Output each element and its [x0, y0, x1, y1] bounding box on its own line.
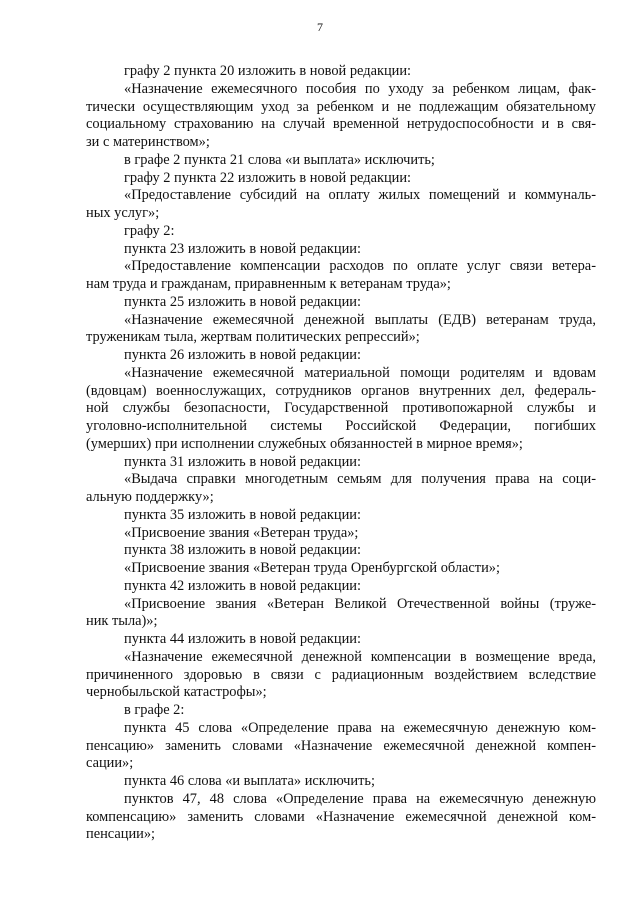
text-line: ной службы безопасности, Государственной противопожарной службы и [86, 400, 596, 417]
text-line: пунктов 47, 48 слова «Определение права на ежемесячную денежную [124, 790, 596, 807]
text-line: нам труда и гражданам, приравненным к ветеранам труда»; [86, 276, 451, 292]
text-line: «Назначение ежемесячной материальной помощи родителям и вдовам [124, 364, 596, 381]
text-line: чернобыльской катастрофы»; [86, 684, 267, 701]
text-line: пенсацию» заменить словами «Назначение ежемесячной денежной компен- [86, 737, 596, 754]
text-line: пункта 42 изложить в новой редакции: [124, 577, 362, 594]
text-line: сации»; [86, 755, 134, 772]
text-line: пенсации»; [86, 826, 156, 843]
text-line: пункта 26 изложить в новой редакции: [124, 347, 362, 363]
text-line: тически осуществляющим уход за ребенком и не подлежащим обязательному [86, 98, 596, 115]
text-line: компенсацию» заменить словами «Назначение ежемесячной денежной ком- [86, 808, 596, 825]
text-line: уголовно-исполнительной системы Российской Федерации, погибших [86, 418, 596, 434]
text-line: зи с материнством»; [86, 134, 210, 150]
document-body [86, 63, 596, 844]
text-line: причиненного здоровью в связи с радиационным воздействием вследствие [86, 666, 596, 683]
text-line: «Выдача справки многодетным семьям для получения права на соци- [124, 471, 596, 488]
page-number: 7 [317, 20, 323, 34]
text-line: пункта 25 изложить в новой редакции: [124, 293, 362, 310]
text-line: пункта 38 изложить в новой редакции: [124, 542, 362, 559]
text-line: «Предоставление субсидий на оплату жилых помещений и коммуналь- [124, 187, 596, 204]
text-line: «Присвоение звания «Ветеран труда»; [124, 524, 359, 541]
text-line: ных услуг»; [86, 205, 160, 221]
text-line: альную поддержку»; [86, 489, 214, 505]
text-line: «Назначение ежемесячного пособия по уходу за ребенком лицам, фак- [124, 80, 596, 97]
text-line: пункта 44 изложить в новой редакции: [124, 631, 362, 647]
text-line: графу 2: [124, 222, 175, 239]
text-line: пункта 31 изложить в новой редакции: [124, 453, 362, 470]
text-line: пункта 45 слова «Определение права на ежемесячную денежную ком- [124, 719, 596, 736]
text-line: (вдовцам) военнослужащих, сотрудников органов внутренних дел, федераль- [86, 382, 596, 399]
text-line: пункта 46 слова «и выплата» исключить; [124, 773, 375, 789]
text-line: пункта 35 изложить в новой редакции: [124, 506, 362, 523]
text-line: графу 2 пункта 22 изложить в новой редакции: [124, 169, 412, 186]
text-line: (умерших) при исполнении служебных обязанностей в мирное время»; [86, 435, 523, 452]
text-line: ник тыла)»; [86, 613, 158, 630]
text-line: «Назначение ежемесячной денежной выплаты (ЕДВ) ветеранам труда, [124, 311, 596, 328]
text-line: «Присвоение звания «Ветеран Великой Отечественной войны (труже- [124, 595, 596, 612]
text-line: «Присвоение звания «Ветеран труда Оренбургской области»; [124, 560, 500, 576]
text-line: в графе 2 пункта 21 слова «и выплата» исключить; [124, 151, 435, 168]
text-line: социальному страхованию на случай временной нетрудоспособности и в свя- [86, 116, 596, 133]
text-line: пункта 23 изложить в новой редакции: [124, 240, 362, 257]
text-line: в графе 2: [124, 702, 185, 718]
text-line: труженикам тыла, жертвам политических репрессий»; [86, 329, 420, 346]
text-line: «Назначение ежемесячной денежной компенсации в возмещение вреда, [124, 648, 596, 665]
text-line: графу 2 пункта 20 изложить в новой редакции: [124, 63, 412, 79]
text-line: «Предоставление компенсации расходов по оплате услуг связи ветера- [124, 258, 596, 275]
